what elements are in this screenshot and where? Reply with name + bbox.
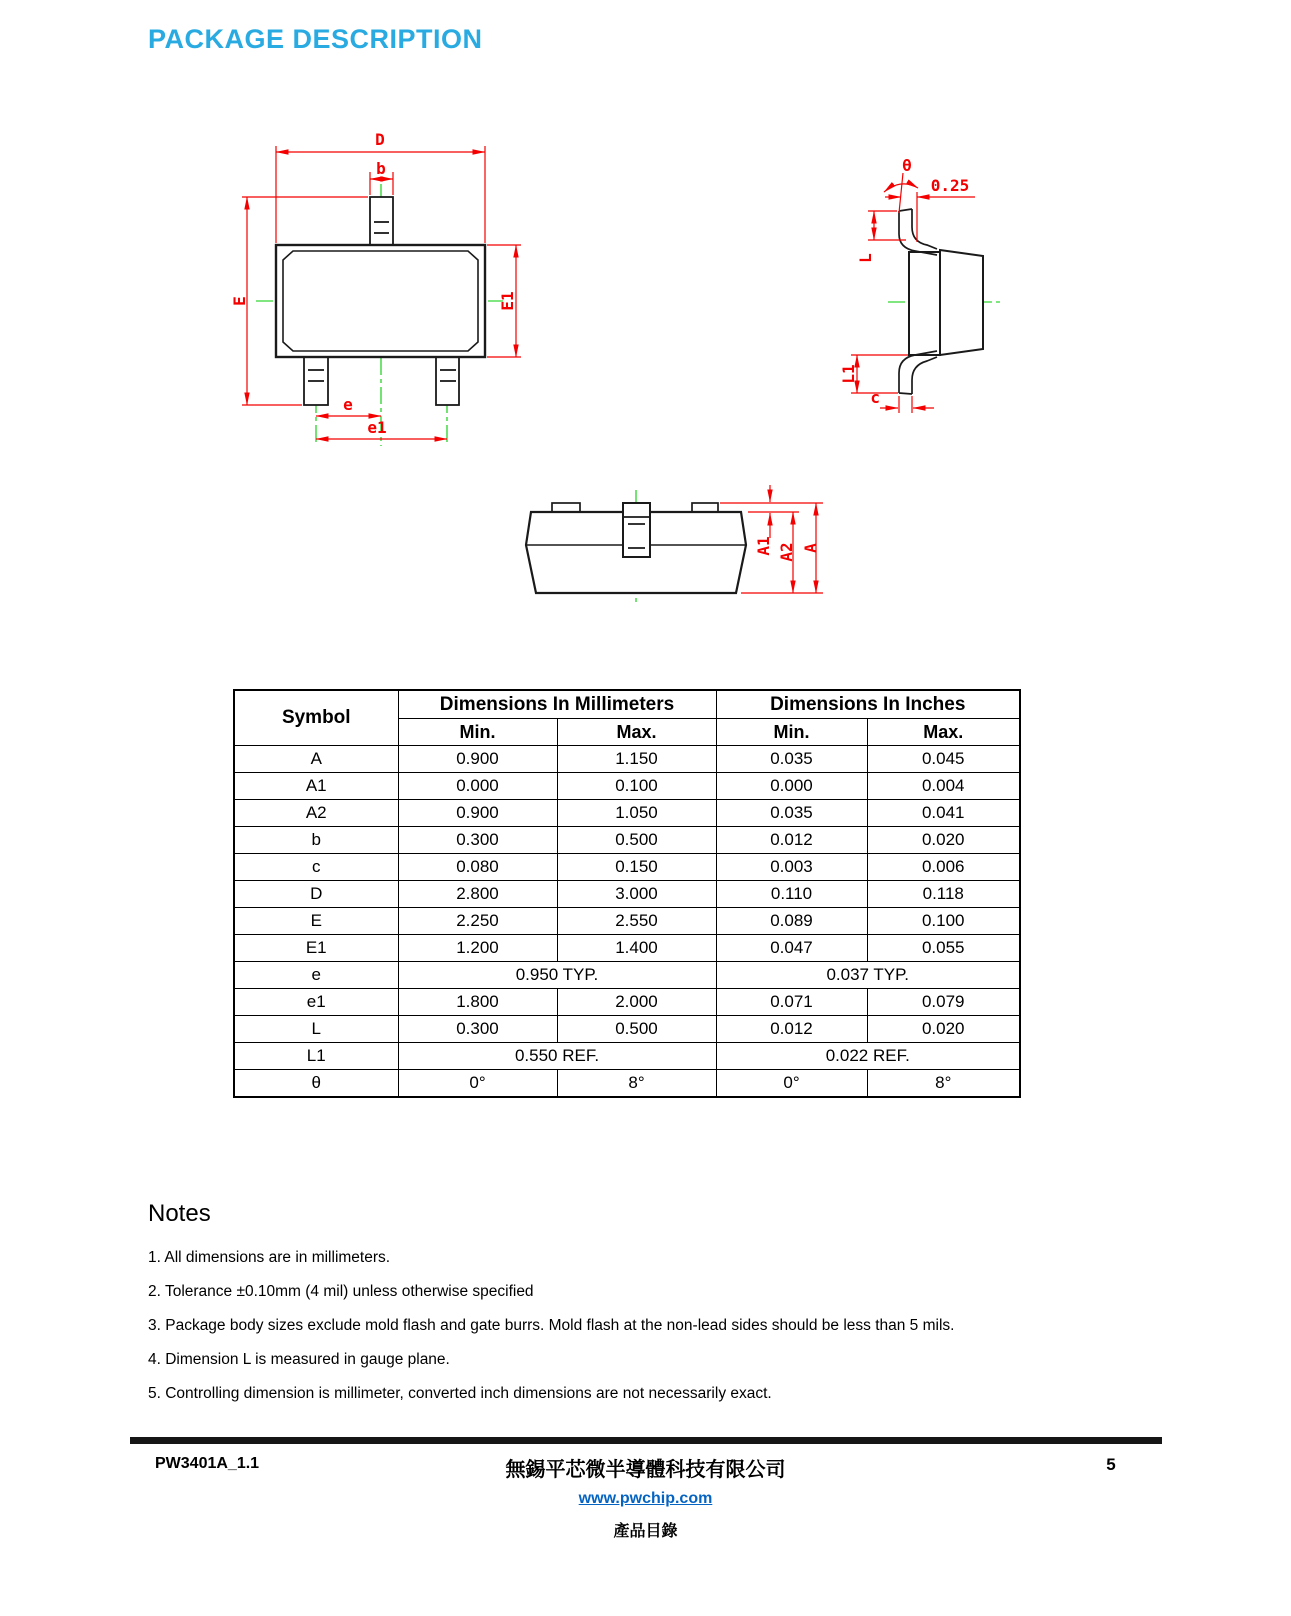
- col-header-symbol: Symbol: [234, 690, 398, 746]
- table-cell: 0°: [398, 1070, 557, 1098]
- table-cell: 0.037 TYP.: [716, 962, 1020, 989]
- table-cell: 0.055: [867, 935, 1020, 962]
- table-cell: 0.020: [867, 827, 1020, 854]
- table-cell: D: [234, 881, 398, 908]
- table-cell: 2.550: [557, 908, 716, 935]
- notes-list: [148, 1248, 1163, 1403]
- table-cell: 0.000: [716, 773, 867, 800]
- top-pin: [370, 197, 393, 245]
- table-cell: 0.071: [716, 989, 867, 1016]
- table-cell: 0.047: [716, 935, 867, 962]
- table-row: [234, 935, 1020, 962]
- dim-label-c: c: [870, 388, 880, 407]
- package-body-side-left-face: [909, 252, 940, 355]
- dimensions-table-body: [234, 746, 1020, 1098]
- front-view-drawing: [526, 485, 823, 606]
- table-cell: 0.500: [557, 1016, 716, 1043]
- table-cell: θ: [234, 1070, 398, 1098]
- col-header-in-min: Min.: [716, 719, 867, 746]
- dim-label-theta: θ: [902, 156, 912, 175]
- table-cell: e1: [234, 989, 398, 1016]
- note-item: 3. Package body sizes exclude mold flash and gate burrs. Mold flash at the non-lead sides should be less than 5 mils.: [148, 1317, 955, 1334]
- table-cell: c: [234, 854, 398, 881]
- dim-label-A2: A2: [777, 542, 796, 562]
- table-cell: 0.079: [867, 989, 1020, 1016]
- table-cell: 0.950 TYP.: [398, 962, 716, 989]
- product-catalog-label: 產品目錄: [613, 1523, 678, 1540]
- table-row: [234, 908, 1020, 935]
- table-cell: b: [234, 827, 398, 854]
- table-cell: 0.020: [867, 1016, 1020, 1043]
- table-cell: 0.012: [716, 1016, 867, 1043]
- table-row: [234, 854, 1020, 881]
- col-header-mm-min: Min.: [398, 719, 557, 746]
- dim-label-E1: E1: [498, 291, 517, 311]
- dim-label-b: b: [376, 159, 386, 178]
- note-item: 5. Controlling dimension is millimeter, converted inch dimensions are not necessarily exact.: [148, 1385, 772, 1402]
- table-cell: 0.003: [716, 854, 867, 881]
- table-cell: 0.100: [557, 773, 716, 800]
- table-cell: 0.080: [398, 854, 557, 881]
- top-lead: [899, 209, 937, 255]
- package-body-side-right-face: [940, 250, 983, 355]
- table-cell: 0.035: [716, 800, 867, 827]
- dim-label-A: A: [801, 543, 820, 553]
- table-cell: 1.150: [557, 746, 716, 773]
- table-cell: L: [234, 1016, 398, 1043]
- table-cell: 0°: [716, 1070, 867, 1098]
- table-cell: 0.150: [557, 854, 716, 881]
- table-row: [234, 827, 1020, 854]
- bottom-lead: [899, 351, 937, 394]
- dim-label-E: E: [230, 296, 249, 306]
- note-item: 4. Dimension L is measured in gauge plane.: [148, 1351, 450, 1368]
- table-cell: L1: [234, 1043, 398, 1070]
- table-cell: 0.900: [398, 746, 557, 773]
- table-row: [234, 881, 1020, 908]
- table-cell: 0.000: [398, 773, 557, 800]
- dim-label-A1: A1: [754, 536, 773, 556]
- table-cell: E1: [234, 935, 398, 962]
- side-view-drawing: [839, 156, 1000, 413]
- table-cell: A2: [234, 800, 398, 827]
- table-row: [234, 1070, 1020, 1098]
- notes-heading: Notes: [148, 1200, 211, 1227]
- col-header-inches: Dimensions In Inches: [716, 690, 1020, 719]
- table-cell: 0.900: [398, 800, 557, 827]
- table-cell: 2.250: [398, 908, 557, 935]
- table-row: [234, 746, 1020, 773]
- page-title: PACKAGE DESCRIPTION: [148, 24, 483, 55]
- table-cell: 0.045: [867, 746, 1020, 773]
- table-cell: 0.004: [867, 773, 1020, 800]
- document-id: PW3401A_1.1: [155, 1455, 260, 1472]
- footer-divider: [130, 1437, 1162, 1444]
- dim-label-e: e: [343, 395, 353, 414]
- table-cell: E: [234, 908, 398, 935]
- page-number: 5: [1106, 1455, 1116, 1474]
- table-cell: 0.300: [398, 1016, 557, 1043]
- company-name: 無錫平芯微半導體科技有限公司: [505, 1459, 786, 1481]
- note-item: 2. Tolerance ±0.10mm (4 mil) unless otherwise specified: [148, 1283, 534, 1300]
- table-cell: 2.800: [398, 881, 557, 908]
- col-header-millimeters: Dimensions In Millimeters: [398, 690, 716, 719]
- table-row: [234, 1043, 1020, 1070]
- table-row: [234, 773, 1020, 800]
- table-cell: 0.550 REF.: [398, 1043, 716, 1070]
- top-view-drawing: [230, 130, 521, 446]
- table-cell: 8°: [557, 1070, 716, 1098]
- table-row: [234, 962, 1020, 989]
- notes-section: [148, 1200, 1163, 1418]
- dim-label-L1: L1: [839, 364, 858, 384]
- dim-label-D: D: [375, 130, 385, 149]
- dim-label-e1: e1: [367, 418, 387, 437]
- table-cell: 8°: [867, 1070, 1020, 1098]
- table-cell: 1.400: [557, 935, 716, 962]
- table-cell: 0.110: [716, 881, 867, 908]
- table-cell: 0.089: [716, 908, 867, 935]
- table-cell: 0.006: [867, 854, 1020, 881]
- package-body-top-view: [276, 245, 485, 357]
- table-cell: 1.800: [398, 989, 557, 1016]
- table-row: [234, 1016, 1020, 1043]
- dim-label-0.25: 0.25: [930, 176, 970, 195]
- col-header-in-max: Max.: [867, 719, 1020, 746]
- table-cell: e: [234, 962, 398, 989]
- table-cell: 2.000: [557, 989, 716, 1016]
- table-row: [234, 800, 1020, 827]
- table-cell: 0.041: [867, 800, 1020, 827]
- dimensions-table: [233, 689, 1021, 1098]
- table-cell: A: [234, 746, 398, 773]
- col-header-mm-max: Max.: [557, 719, 716, 746]
- dim-label-L: L: [856, 253, 875, 263]
- note-item: 1. All dimensions are in millimeters.: [148, 1249, 391, 1266]
- table-row: [234, 989, 1020, 1016]
- table-cell: 0.118: [867, 881, 1020, 908]
- table-cell: A1: [234, 773, 398, 800]
- website-link[interactable]: www.pwchip.com: [578, 1490, 713, 1507]
- table-cell: 1.050: [557, 800, 716, 827]
- table-cell: 0.035: [716, 746, 867, 773]
- front-center-lead: [623, 503, 650, 557]
- package-outline-drawings: [0, 100, 1291, 620]
- table-cell: 3.000: [557, 881, 716, 908]
- table-cell: 0.012: [716, 827, 867, 854]
- table-cell: 0.300: [398, 827, 557, 854]
- table-cell: 1.200: [398, 935, 557, 962]
- table-cell: 0.100: [867, 908, 1020, 935]
- table-cell: 0.022 REF.: [716, 1043, 1020, 1070]
- table-cell: 0.500: [557, 827, 716, 854]
